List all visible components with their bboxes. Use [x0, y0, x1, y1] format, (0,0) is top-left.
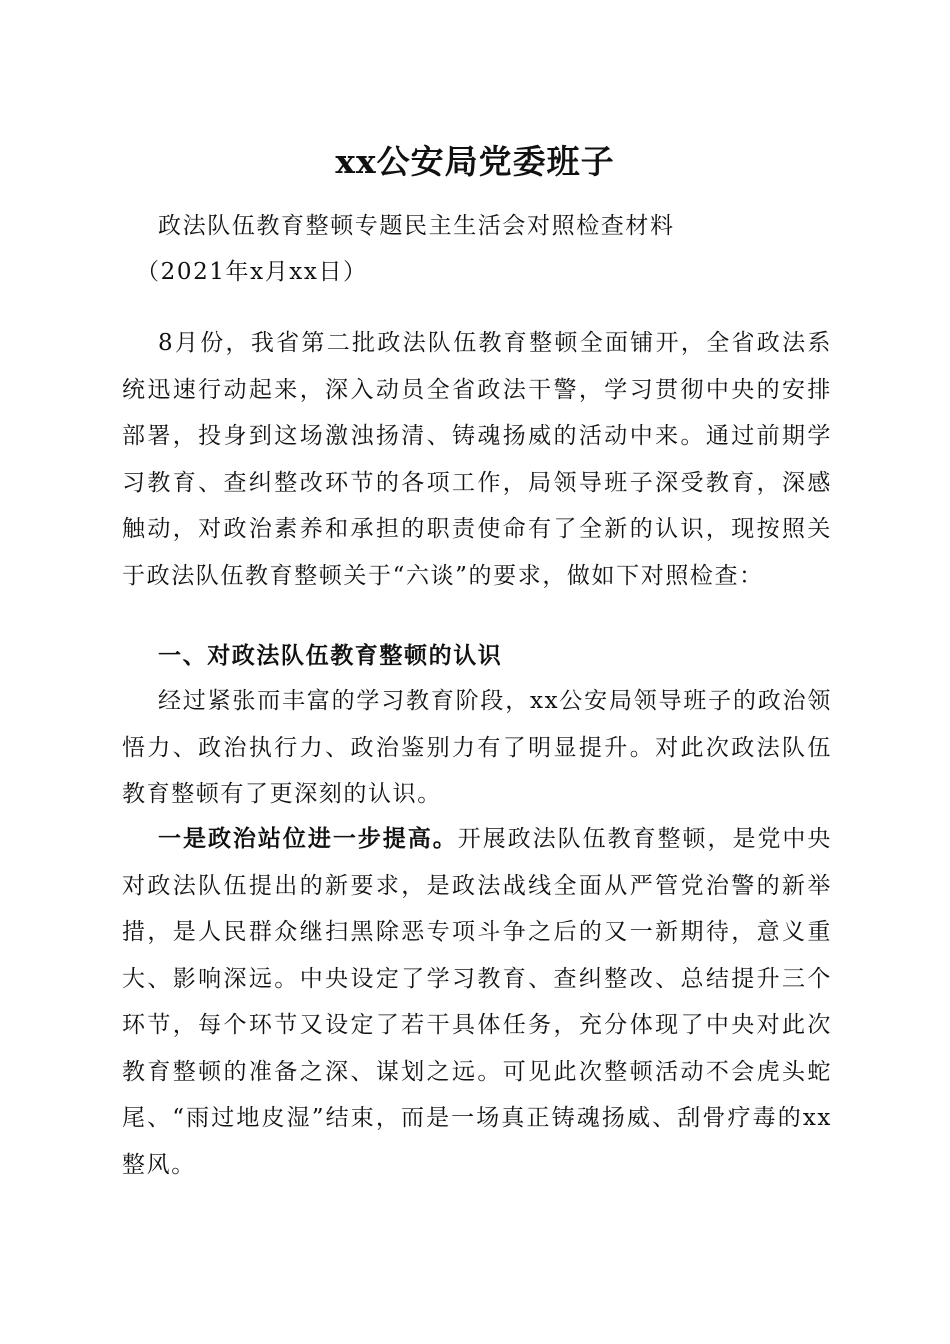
document-title: xx公安局党委班子 [335, 142, 615, 181]
point-text: 开展政法队伍教育整顿，是党中央对政法队伍提出的新要求，是政法战线全面从严管党治警的新举措，是人民群众继扫黑除恶专项斗争之后的又一新期待，意义重大、影响深远。中央设定了学习教育、查纠整改、总结提升三个环节，每个环节又设定了若干具体任务，充分体现了中央对此次教育整顿的准备之深、谋划之远。可见此次整顿活动不会虎头蛇尾、“雨过地皮湿”结束，而是一场真正铸魂扬威、刮骨疗毒的xx整风。 [122, 826, 833, 1178]
section-heading: 一、对政法队伍教育整顿的认识 [158, 642, 503, 669]
point-lead: 一是政治站位进一步提高。 [158, 825, 458, 852]
document-subtitle: 政法队伍教育整顿专题民主生活会对照检查材料 [158, 213, 675, 239]
document-date: （2021年x月xx日） [136, 259, 368, 285]
intro-paragraph: 8月份，我省第二批政法队伍教育整顿全面铺开，全省政法系统迅速行动起来，深入动员全省政法干警，学习贯彻中央的安排部署，投身到这场激浊扬清、铸魂扬威的活动中来。通过前期学习教育、查纠整改环节的各项工作，局领导班子深受教育，深感触动，对政治素养和承担的职责使命有了全新的认识，现按照关于政法队伍教育整顿关于“六谈”的要求，做如下对照检查： [122, 330, 832, 589]
point-paragraph [122, 816, 832, 1188]
section-paragraph: 经过紧张而丰富的学习教育阶段，xx公安局领导班子的政治领悟力、政治执行力、政治鉴别力有了明显提升。对此次政法队伍教育整顿有了更深刻的认识。 [122, 688, 832, 807]
